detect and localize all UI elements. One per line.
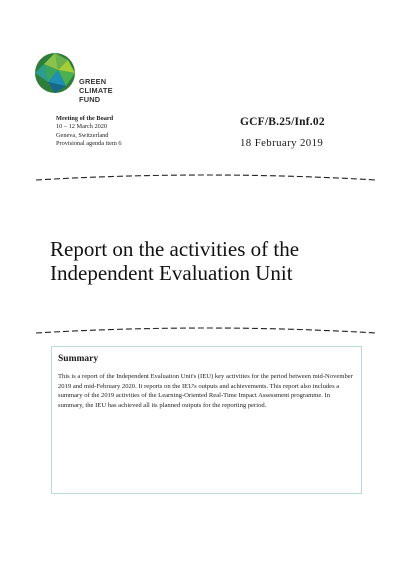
title-line-2: Independent Evaluation Unit [50, 261, 293, 285]
summary-box [51, 346, 362, 494]
logo-line-green: GREEN [79, 77, 107, 86]
meeting-place: Geneva, Switzerland [56, 131, 109, 139]
summary-heading: Summary [58, 354, 99, 364]
title-line-1: Report on the activities of the [50, 237, 300, 261]
meeting-info [56, 115, 122, 148]
document-number: GCF/B.25/Inf.02 [240, 116, 325, 128]
logo-line-climate: CLIMATE [79, 86, 113, 95]
document-date: 18 February 2019 [240, 137, 324, 149]
meeting-agenda: Provisional agenda item 6 [56, 139, 122, 147]
summary-text: This is a report of the Independent Evaluation Unit's (IEU) key activities for the period between mid-November 2019 and mid-February 2020. It reports on the IEU's outputs and achievements. This report also includes a summary of the 2019 activities of the Learning-Oriented Real-Time Impact Assessment programme. In summary, the IEU has achieved all its planned outputs for the reporting period. [58, 373, 353, 409]
meeting-heading: Meeting of the Board [56, 115, 114, 122]
logo-line-fund: FUND [79, 95, 101, 104]
top-divider [36, 172, 376, 182]
globe-icon [34, 52, 76, 94]
meeting-dates: 10 – 12 March 2020 [56, 123, 108, 131]
bottom-divider [36, 325, 376, 335]
logo-wordmark [79, 77, 113, 104]
document-title [50, 237, 299, 285]
gcf-logo [34, 52, 120, 104]
